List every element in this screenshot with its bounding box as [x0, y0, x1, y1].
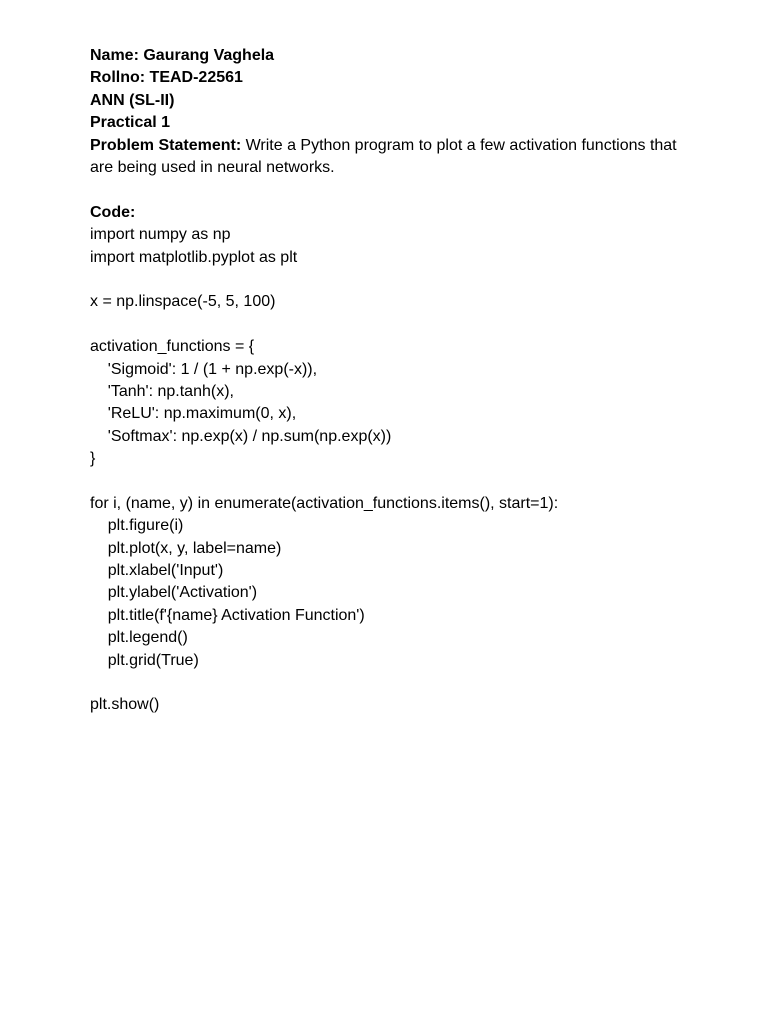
code-line: import numpy as np	[90, 226, 231, 244]
code-line: 'Sigmoid': 1 / (1 + np.exp(-x)),	[90, 360, 318, 378]
roll-number: Rollno: TEAD-22561	[90, 69, 243, 87]
code-line: for i, (name, y) in enumerate(activation_functions.items(), start=1):	[90, 494, 559, 512]
code-block	[90, 224, 690, 717]
code-line: plt.show()	[90, 696, 160, 714]
code-line: plt.xlabel('Input')	[90, 562, 224, 580]
code-line	[90, 269, 690, 291]
code-line: }	[90, 450, 96, 468]
subject-title: ANN (SL-II)	[90, 91, 175, 109]
code-line	[90, 470, 690, 492]
code-line: 'Tanh': np.tanh(x),	[90, 382, 234, 400]
problem-statement-text: Write a Python program to plot a few activation functions that are being used in neural networks.	[90, 136, 677, 176]
practical-title: Practical 1	[90, 114, 171, 132]
code-line	[90, 314, 690, 336]
code-line: plt.figure(i)	[90, 517, 184, 535]
document-content	[90, 45, 690, 717]
problem-statement	[90, 135, 690, 180]
spacer	[90, 179, 690, 201]
code-line: activation_functions = {	[90, 338, 255, 356]
problem-statement-label: Problem Statement:	[90, 136, 242, 154]
code-line: x = np.linspace(-5, 5, 100)	[90, 293, 276, 311]
code-line: plt.plot(x, y, label=name)	[90, 539, 282, 557]
code-line: plt.legend()	[90, 629, 188, 647]
code-line: plt.title(f'{name} Activation Function')	[90, 606, 365, 624]
student-name: Name: Gaurang Vaghela	[90, 47, 275, 64]
code-line: 'ReLU': np.maximum(0, x),	[90, 405, 297, 423]
code-line: plt.ylabel('Activation')	[90, 584, 258, 602]
code-line: import matplotlib.pyplot as plt	[90, 248, 298, 266]
code-label: Code:	[90, 203, 136, 221]
code-line: plt.grid(True)	[90, 651, 199, 669]
code-line: 'Softmax': np.exp(x) / np.sum(np.exp(x))	[90, 427, 392, 445]
code-line	[90, 672, 690, 694]
